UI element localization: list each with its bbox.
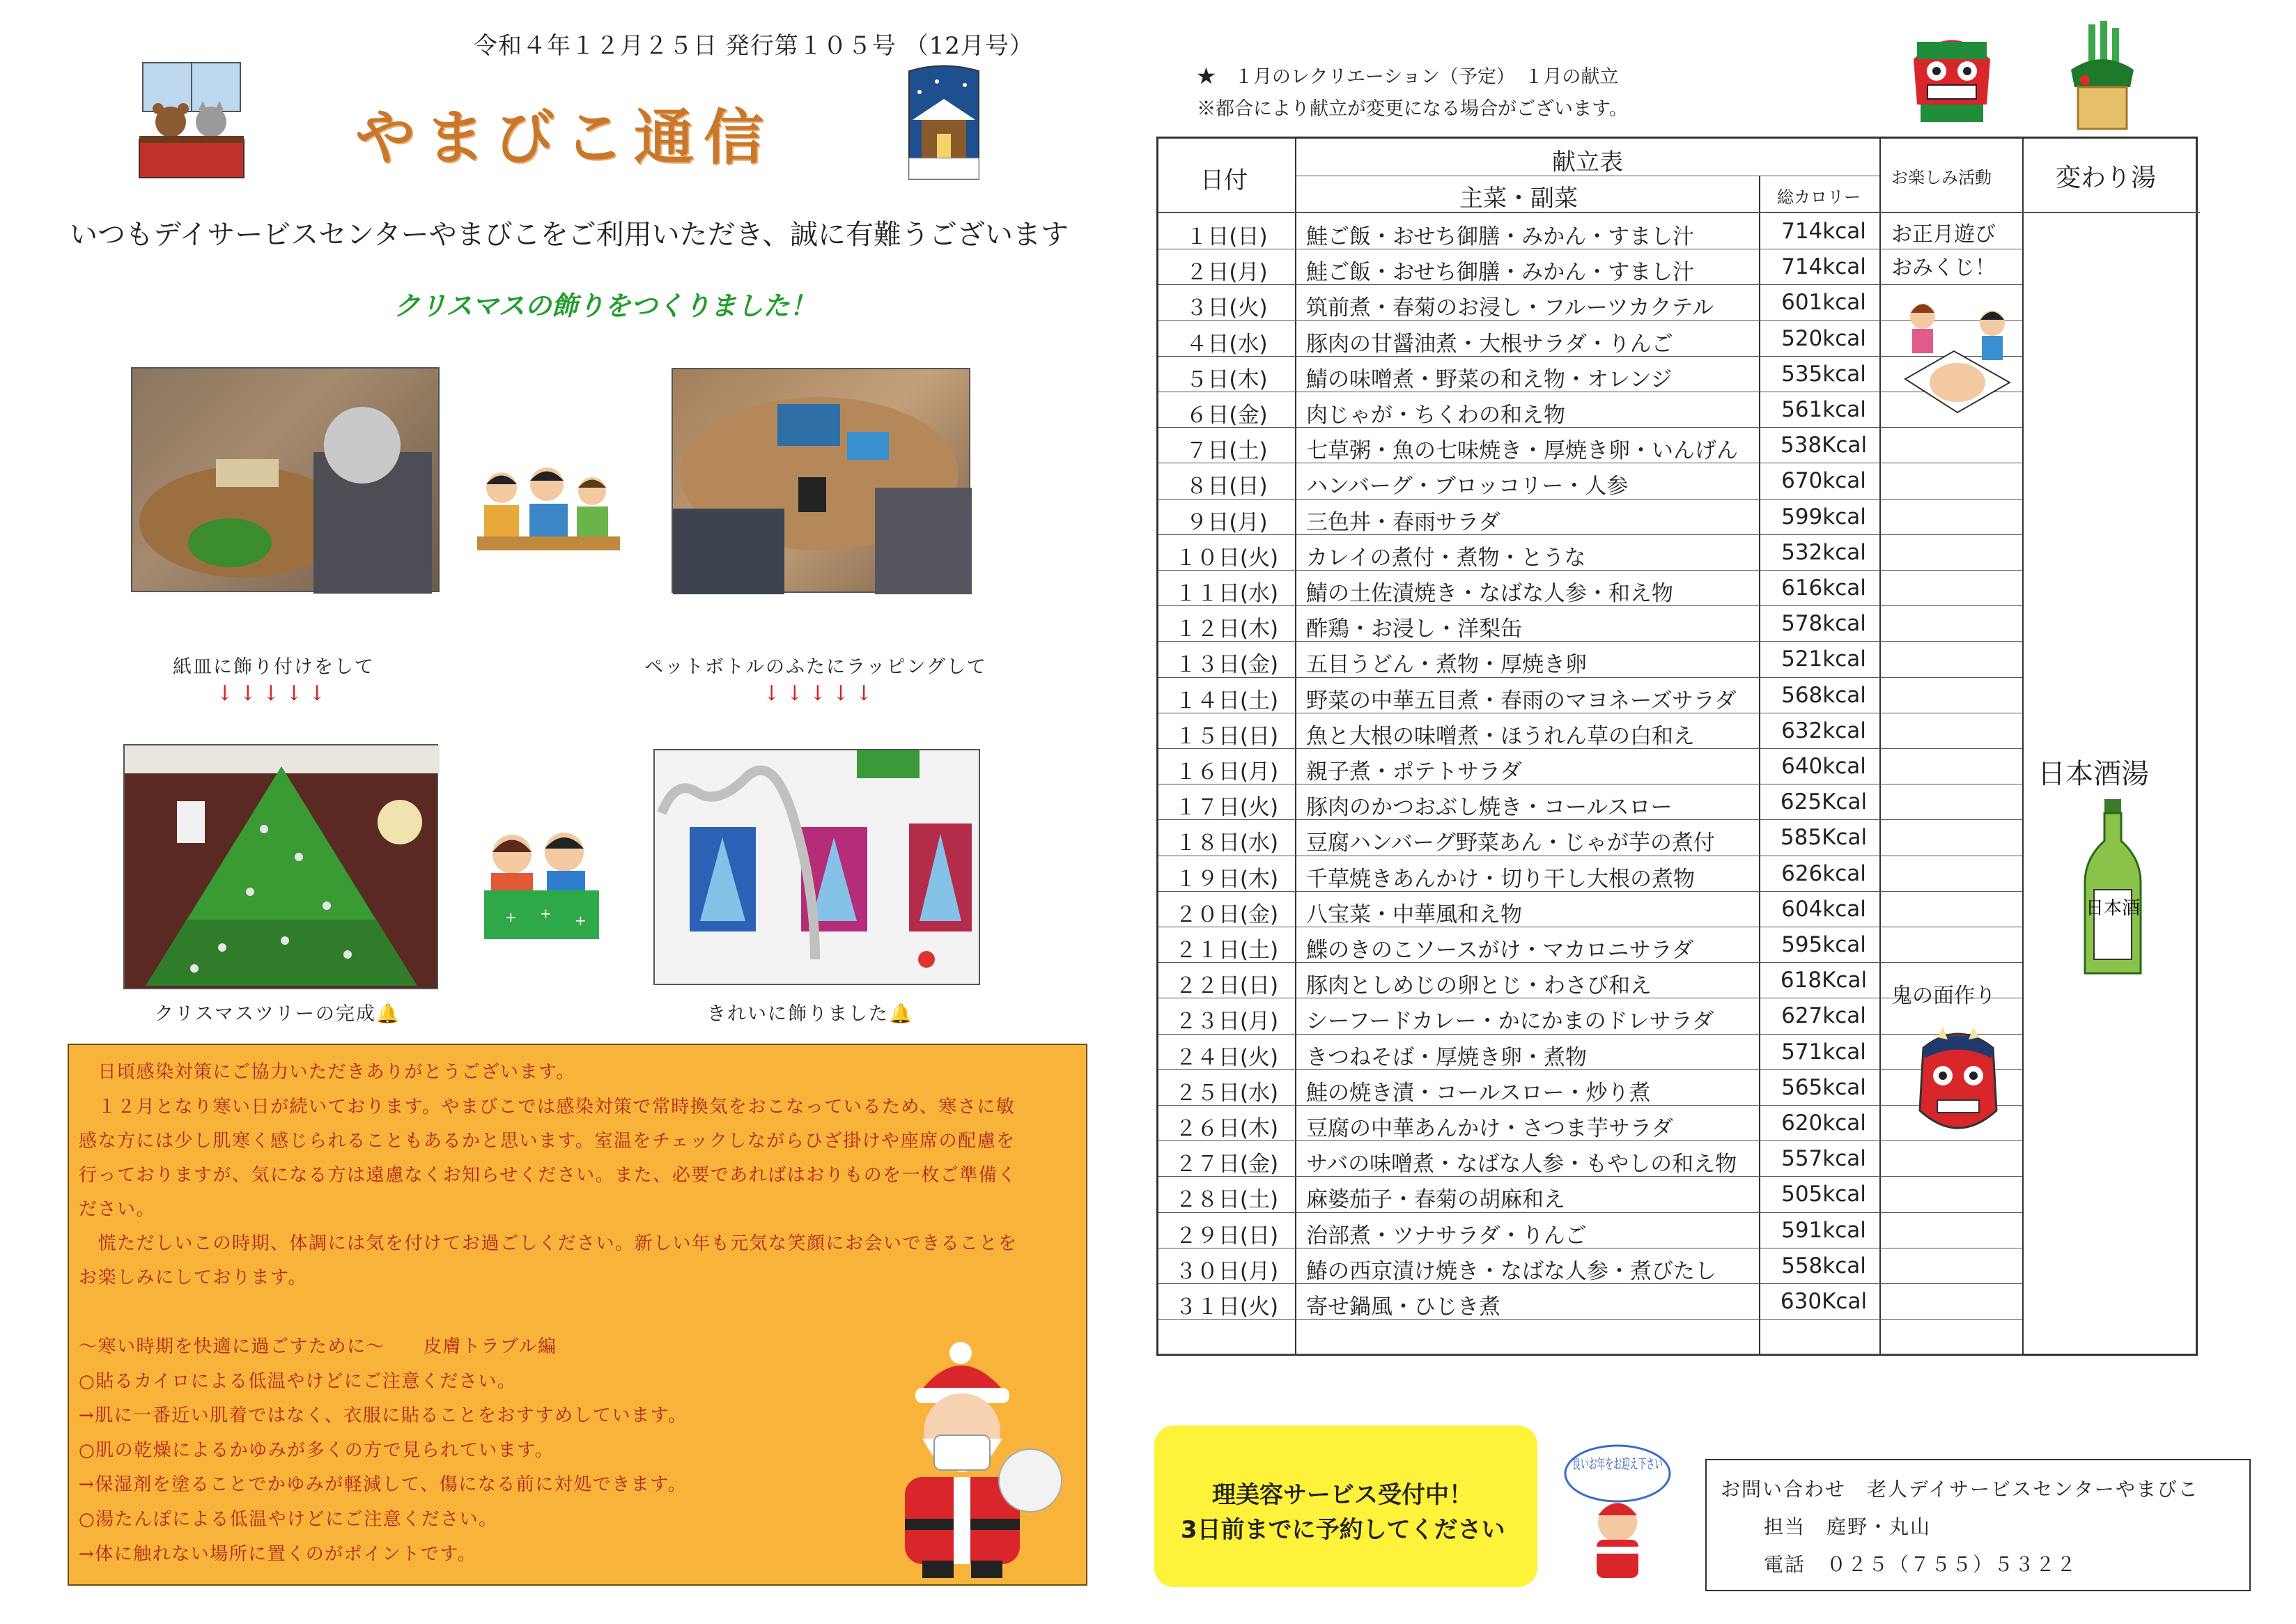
menu-kcal: 558kcal <box>1781 1253 1866 1278</box>
notice-line: 行っておりますが、気になる方は遠慮なくお知らせください。また、必要であればはおりものを一枚ご準備く <box>79 1165 1017 1186</box>
menu-dish: 三色丼・春雨サラダ <box>1306 509 1500 535</box>
menu-date: ２９日(日) <box>1174 1223 1279 1248</box>
col-dish-header: 主菜・副菜 <box>1459 185 1578 212</box>
menu-kcal: 630Kcal <box>1780 1289 1868 1314</box>
kotatsu-illustration <box>477 821 606 943</box>
notice-line: ださい。 <box>79 1199 156 1220</box>
menu-dish: 豆腐の中華あんかけ・さつま芋サラダ <box>1306 1116 1673 1141</box>
menu-kcal: 585Kcal <box>1780 825 1868 851</box>
menu-date: ５日(木) <box>1186 366 1268 392</box>
notice-line: ○貼るカイロによる低温やけどにご注意ください。 <box>79 1371 517 1392</box>
menu-dish: 鮭ご飯・おせち御膳・みかん・すまし汁 <box>1306 224 1695 249</box>
menu-kcal: 640kcal <box>1781 754 1866 779</box>
oni-mask-icon <box>1909 1027 2007 1142</box>
section-heading: クリスマスの飾りをつくりました！ <box>394 291 816 321</box>
row-divider <box>1158 1354 2022 1355</box>
menu-dish: 酢鶏・お浸し・洋梨缶 <box>1306 617 1522 642</box>
caption-wall-decoration: きれいに飾りました🔔 <box>707 1003 914 1025</box>
menu-kcal: 632kcal <box>1781 718 1866 743</box>
notice-line: お楽しみにしております。 <box>79 1267 307 1288</box>
menu-date: １７日(火) <box>1174 795 1279 821</box>
menu-kcal: 538Kcal <box>1780 433 1868 458</box>
activity-new-year-games: お正月遊び <box>1891 222 1996 247</box>
menu-date: ２１日(土) <box>1174 938 1279 963</box>
menu-dish: 千草焼きあんかけ・切り干し大根の煮物 <box>1306 866 1695 892</box>
col-menu-header: 献立表 <box>1552 148 1623 176</box>
menu-date: ８日(日) <box>1186 474 1268 500</box>
menu-date: １５日(日) <box>1174 723 1279 749</box>
notice-line: １２月となり寒い日が続いております。やまびこでは感染対策で常時換気をおこなっているため、寒さに敏 <box>79 1097 1016 1118</box>
menu-dish: 麻婆茄子・春菊の胡麻和え <box>1306 1187 1565 1213</box>
photo-wall-decoration <box>653 749 980 985</box>
menu-date: ２０日(金) <box>1174 902 1279 927</box>
menu-kcal: 571kcal <box>1781 1039 1866 1065</box>
menu-kcal: 591kcal <box>1781 1217 1866 1243</box>
menu-kcal: 714kcal <box>1781 219 1866 244</box>
menu-kcal: 626kcal <box>1781 860 1866 886</box>
photo-bottle-cap-craft <box>672 368 970 593</box>
greeting-text: いつもデイサービスセンターやまびこをご利用いただき、誠に有難うございます <box>70 219 1069 251</box>
menu-dish: 鯖の土佐漬焼き・なばな人参・和え物 <box>1306 581 1673 606</box>
menu-dish: 鮭ご飯・おせち御膳・みかん・すまし汁 <box>1306 260 1695 286</box>
menu-date: １８日(水) <box>1174 830 1279 856</box>
arrows-left: ↓↓↓↓↓ <box>216 681 332 706</box>
menu-note: ※都合により献立が変更になる場合がございます。 <box>1197 98 1628 120</box>
menu-kcal: 627kcal <box>1781 1003 1866 1029</box>
newsletter-title: やまびこ通信 <box>355 103 773 173</box>
sake-label: 日本酒 <box>2085 898 2141 919</box>
menu-dish: 寄せ鍋風・ひじき煮 <box>1306 1294 1500 1320</box>
menu-date: ６日(金) <box>1186 403 1268 428</box>
kadomatsu-illustration <box>2064 21 2141 132</box>
menu-kcal: 505kcal <box>1781 1182 1866 1207</box>
menu-date: ３０日(月) <box>1174 1258 1279 1284</box>
menu-date: ２６日(木) <box>1174 1116 1279 1141</box>
new-year-child-illustration <box>1560 1442 1675 1588</box>
menu-kcal: 670kcal <box>1781 468 1866 494</box>
menu-kcal: 557kcal <box>1781 1146 1866 1172</box>
notice-line: ○肌の乾燥によるかゆみが多くの方で見られています。 <box>79 1440 554 1461</box>
lion-dance-illustration <box>1903 28 2001 125</box>
menu-date: １２日(木) <box>1174 617 1279 642</box>
menu-dish: 野菜の中華五目煮・春雨のマヨネーズサラダ <box>1306 688 1737 713</box>
menu-table <box>1156 137 2198 1356</box>
menu-kcal: 599kcal <box>1781 504 1866 529</box>
menu-date: １１日(水) <box>1174 581 1279 606</box>
new-year-sign-text: 良いお年をお迎え下さい <box>1572 1455 1663 1472</box>
menu-kcal: 601kcal <box>1781 290 1866 316</box>
activity-omikuji: おみくじ！ <box>1891 256 1996 280</box>
menu-kcal: 714kcal <box>1781 254 1866 280</box>
notice-line: ○湯たんぽによる低温やけどにご注意ください。 <box>79 1509 498 1530</box>
menu-kcal: 520kcal <box>1781 325 1866 351</box>
barber-line-1: 理美容サービス受付中！ <box>1212 1481 1473 1509</box>
menu-dish: 五目うどん・煮物・厚焼き卵 <box>1306 652 1587 678</box>
col-bath-header: 変わり湯 <box>2056 164 2157 192</box>
menu-dish: カレイの煮付・煮物・とうな <box>1306 545 1586 571</box>
menu-date: ４日(水) <box>1186 331 1268 357</box>
menu-dish: ハンバーグ・ブロッコリー・人参 <box>1306 474 1629 500</box>
svg-text:+: + <box>505 908 517 925</box>
menu-kcal: 620kcal <box>1781 1111 1866 1136</box>
menu-date: ７日(土) <box>1186 438 1268 464</box>
menu-date: ２２日(日) <box>1174 973 1279 999</box>
menu-kcal: 604kcal <box>1781 896 1866 922</box>
menu-date: ３１日(火) <box>1174 1294 1279 1320</box>
menu-date: ２８日(土) <box>1174 1187 1279 1213</box>
menu-date: １６日(月) <box>1174 759 1279 784</box>
menu-dish: 鰈のきのこソースがけ・マカロニサラダ <box>1306 938 1694 963</box>
menu-dish: 鰆の西京漬け焼き・なばな人参・煮びたし <box>1306 1258 1716 1284</box>
menu-date: １０日(火) <box>1174 545 1279 571</box>
menu-date: ２日(月) <box>1186 260 1268 286</box>
menu-date: ２４日(火) <box>1174 1044 1279 1070</box>
menu-kcal: 561kcal <box>1781 397 1866 422</box>
notice-line: 日頃感染対策にご協力いただきありがとうございます。 <box>79 1062 575 1083</box>
menu-date: １日(日) <box>1186 224 1268 249</box>
menu-dish: きつねそば・厚焼き卵・煮物 <box>1306 1044 1587 1070</box>
contact-box <box>1705 1459 2251 1591</box>
menu-dish: 鮭の焼き漬・コールスロー・炒り煮 <box>1306 1080 1651 1106</box>
col-activity-header: お楽しみ活動 <box>1891 168 1992 187</box>
caption-bottle-cap: ペットボトルのふたにラッピングして <box>644 656 987 678</box>
svg-text:+: + <box>575 912 587 929</box>
menu-date: ２７日(金) <box>1174 1152 1279 1177</box>
fukuwarai-illustration <box>1891 295 2017 414</box>
sake-bottle-icon <box>2081 799 2144 980</box>
notice-line: →肌に一番近い肌着ではなく、衣服に貼ることをおすすめしています。 <box>79 1405 688 1426</box>
contact-line-1: お問い合わせ 老人デイサービスセンターやまびこ <box>1721 1478 2199 1501</box>
notice-line: →体に触れない場所に置くのがポイントです。 <box>79 1544 477 1565</box>
photo-paper-plate-craft <box>131 367 440 592</box>
menu-date: １３日(金) <box>1174 652 1279 678</box>
menu-dish: 豚肉としめじの卵とじ・わさび和え <box>1306 973 1652 999</box>
menu-dish: 豆腐ハンバーグ野菜あん・じゃが芋の煮付 <box>1306 830 1715 856</box>
barber-line-2: 3日前までに予約してください <box>1181 1516 1505 1544</box>
menu-kcal: 568kcal <box>1781 682 1866 708</box>
menu-dish: シーフードカレー・かにかまのドレサラダ <box>1306 1009 1714 1035</box>
shrine-snow-illustration <box>895 64 993 186</box>
caption-christmas-tree: クリスマスツリーの完成🔔 <box>155 1003 401 1025</box>
menu-dish: 豚肉の甘醤油煮・大根サラダ・りんご <box>1306 331 1673 357</box>
contact-person: 担当 庭野・丸山 <box>1764 1515 1932 1538</box>
caption-paper-plate: 紙皿に飾り付けをして <box>173 656 375 678</box>
menu-kcal: 595kcal <box>1781 932 1866 957</box>
contact-phone: 電話 ０２５（７５５）５３２２ <box>1764 1553 2078 1576</box>
recreation-header: ★ １月のレクリエーション（予定） １月の献立 <box>1197 66 1619 88</box>
menu-dish: 七草粥・魚の七味焼き・厚焼き卵・いんげん <box>1306 438 1738 464</box>
menu-kcal: 565kcal <box>1781 1074 1866 1100</box>
menu-kcal: 532kcal <box>1781 539 1866 565</box>
menu-kcal: 535kcal <box>1781 361 1866 387</box>
activity-oni-mask: 鬼の面作り <box>1891 984 1996 1008</box>
menu-dish: 治部煮・ツナサラダ・りんご <box>1306 1223 1587 1248</box>
bath-sake: 日本酒湯 <box>2038 758 2149 790</box>
menu-kcal: 521kcal <box>1781 647 1866 672</box>
notice-box <box>68 1044 1087 1586</box>
menu-dish: 魚と大根の味噌煮・ほうれん草の白和え <box>1306 723 1695 749</box>
menu-kcal: 578kcal <box>1781 611 1866 637</box>
menu-date: ２３日(月) <box>1174 1009 1279 1035</box>
notice-line: 感な方には少し肌寒く感じられることもあるかと思います。室温をチェックしながらひざ掛けや座席の配慮を <box>79 1131 1016 1152</box>
menu-date: １４日(土) <box>1174 688 1279 713</box>
photo-christmas-tree <box>123 744 438 989</box>
bears-illustration <box>136 63 247 181</box>
menu-kcal: 618Kcal <box>1780 968 1868 993</box>
menu-dish: 鯖の味噌煮・野菜の和え物・オレンジ <box>1306 366 1673 392</box>
children-illustration <box>474 456 623 568</box>
menu-date: ９日(月) <box>1186 509 1268 535</box>
notice-line: →保湿剤を塗ることでかゆみが軽減して、傷になる前に対処できます。 <box>79 1474 688 1495</box>
menu-dish: サバの味噌煮・なばな人参・もやしの和え物 <box>1306 1152 1737 1177</box>
menu-date: ３日(火) <box>1186 295 1268 321</box>
menu-date: １９日(木) <box>1174 866 1279 892</box>
menu-kcal: 625Kcal <box>1780 789 1868 815</box>
arrows-right: ↓↓↓↓↓ <box>763 681 878 706</box>
menu-dish: 八宝菜・中華風和え物 <box>1306 902 1522 927</box>
notice-line: ～寒い時期を快適に過ごすために～ 皮膚トラブル編 <box>79 1336 557 1357</box>
col-kcal-header: 総カロリー <box>1777 187 1861 207</box>
notice-line: 慌ただしいこの時期、体調には気を付けてお過ごしください。新しい年も元気な笑顔にお会いできることを <box>79 1233 1018 1254</box>
col-date-header: 日付 <box>1200 167 1248 194</box>
menu-dish: 筑前煮・春菊のお浸し・フルーツカクテル <box>1306 295 1714 321</box>
santa-illustration <box>856 1345 1072 1582</box>
menu-dish: 肉じゃが・ちくわの和え物 <box>1306 403 1565 428</box>
menu-dish: 親子煮・ポテトサラダ <box>1306 759 1522 784</box>
issue-line: 令和４年１２月２５日 発行第１０５号 （12月号） <box>474 32 1034 60</box>
menu-date: ２５日(水) <box>1174 1080 1279 1106</box>
menu-kcal: 616kcal <box>1781 575 1866 601</box>
menu-dish: 豚肉のかつおぶし焼き・コールスロー <box>1306 795 1673 821</box>
svg-text:+: + <box>540 905 552 922</box>
